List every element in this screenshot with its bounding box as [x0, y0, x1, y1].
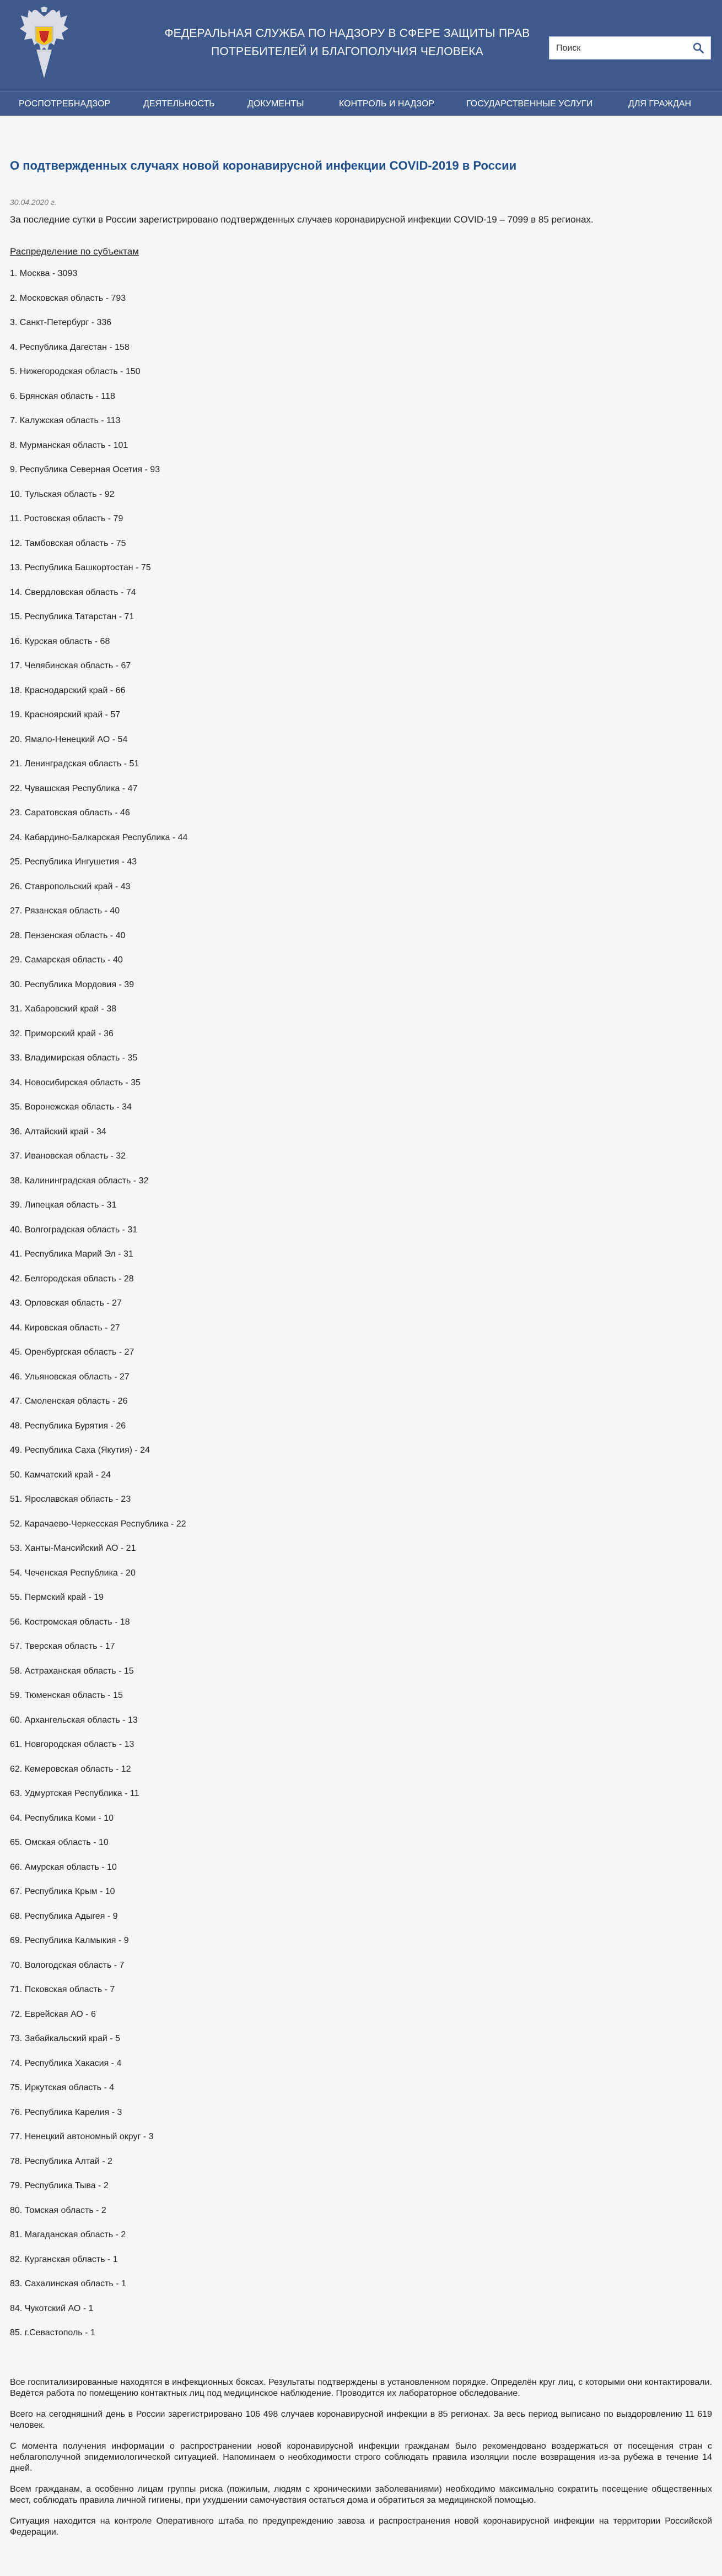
article-content	[0, 116, 722, 2538]
list-item: 70. Вологодская область - 7	[10, 1960, 125, 1970]
list-item: 1. Москва - 3093	[10, 269, 78, 278]
list-item: 35. Воронежская область - 34	[10, 1102, 132, 1112]
list-item: 60. Архангельская область - 13	[10, 1715, 138, 1725]
list-item: 6. Брянская область - 118	[10, 391, 115, 401]
list-item: 52. Карачаево-Черкесская Республика - 22	[10, 1519, 186, 1529]
list-item: 15. Республика Татарстан - 71	[10, 612, 134, 621]
search-box[interactable]	[549, 36, 711, 59]
list-item: 18. Краснодарский край - 66	[10, 685, 126, 695]
list-item: 80. Томская область - 2	[10, 2205, 106, 2215]
list-item: 4. Республика Дагестан - 158	[10, 342, 130, 352]
agency-title: ФЕДЕРАЛЬНАЯ СЛУЖБА ПО НАДЗОРУ В СФЕРЕ ЗАЩИТЫ ПРАВ ПОТРЕБИТЕЛЕЙ И БЛАГОПОЛУЧИЯ ЧЕЛОВЕКА	[164, 27, 530, 58]
list-item: 11. Ростовская область - 79	[10, 514, 123, 523]
list-item: 5. Нижегородская область - 150	[10, 367, 141, 376]
article-lead: За последние сутки в России зарегистрировано подтвержденных случаев коронавирусной инфекции COVID-19 – 7099 в 85 регионах.	[10, 214, 594, 225]
list-item: 71. Псковская область - 7	[10, 1985, 115, 1994]
nav-item-services[interactable]: ГОСУДАРСТВЕННЫЕ УСЛУГИ	[466, 99, 593, 109]
list-item: 7. Калужская область - 113	[10, 416, 121, 425]
list-item: 67. Республика Крым - 10	[10, 1887, 115, 1896]
list-item: 17. Челябинская область - 67	[10, 661, 131, 670]
nav-item-activity[interactable]: ДЕЯТЕЛЬНОСТЬ	[143, 99, 215, 109]
list-item: 65. Омская область - 10	[10, 1838, 109, 1847]
nav-item-citizens[interactable]: ДЛЯ ГРАЖДАН	[628, 99, 692, 109]
list-item: 61. Новгородская область - 13	[10, 1740, 134, 1749]
search-icon[interactable]	[693, 42, 704, 53]
list-item: 74. Республика Хакасия - 4	[10, 2058, 122, 2068]
list-item: 69. Республика Калмыкия - 9	[10, 1936, 129, 1945]
list-item: 13. Республика Башкортостан - 75	[10, 563, 151, 572]
region-list	[10, 268, 712, 2352]
list-item: 78. Республика Алтай - 2	[10, 2156, 112, 2166]
list-item: 85. г.Севастополь - 1	[10, 2328, 95, 2337]
list-item: 29. Самарская область - 40	[10, 955, 123, 965]
list-item: 38. Калининградская область - 32	[10, 1176, 149, 1186]
list-item: 30. Республика Мордовия - 39	[10, 979, 134, 989]
list-item: 57. Тверская область - 17	[10, 1642, 115, 1651]
list-item: 73. Забайкальский край - 5	[10, 2034, 120, 2043]
note-paragraph: Ситуация находится на контроле Оперативного штаба по предупреждению завоза и распространения новой коронавирусной инфекции на территории Российской Федерации.	[10, 2516, 712, 2537]
list-item: 14. Свердловская область - 74	[10, 587, 136, 597]
note-paragraph: Все госпитализированные находятся в инфекционных боксах. Результаты подтверждены в установленном порядке. Определён круг лиц, с которыми они контактировали. Ведётся работа по помещению контактных лиц под медицинское наблюдение. Проводится их лабораторное обследование.	[10, 2377, 712, 2398]
list-item: 42. Белгородская область - 28	[10, 1274, 134, 1284]
main-nav	[0, 91, 722, 116]
list-item: 72. Еврейская АО - 6	[10, 2009, 96, 2019]
list-item: 84. Чукотский АО - 1	[10, 2303, 94, 2313]
list-item: 12. Тамбовская область - 75	[10, 538, 126, 548]
nav-item-rospotrebnadzor[interactable]: РОСПОТРЕБНАДЗОР	[19, 99, 111, 109]
nav-item-documents[interactable]: ДОКУМЕНТЫ	[247, 99, 304, 109]
list-item: 34. Новосибирская область - 35	[10, 1078, 141, 1087]
list-item: 66. Амурская область - 10	[10, 1862, 117, 1872]
article-notes	[10, 2377, 712, 2538]
list-item: 82. Курганская область - 1	[10, 2254, 118, 2264]
list-item: 51. Ярославская область - 23	[10, 1495, 131, 1504]
list-item: 79. Республика Тыва - 2	[10, 2181, 109, 2190]
list-item: 43. Орловская область - 27	[10, 1298, 122, 1308]
list-item: 81. Магаданская область - 2	[10, 2230, 126, 2239]
note-paragraph: Всем гражданам, а особенно лицам группы риска (пожилым, людям с хроническими заболеваниями) необходимо максимально сократить посещение общественных мест, соблюдать правила личной гигиены, при ухудшении самочувствия остаться дома и обратиться за медицинской помощью.	[10, 2484, 712, 2505]
list-item: 16. Курская область - 68	[10, 636, 110, 646]
list-item: 40. Волгоградская область - 31	[10, 1225, 138, 1235]
list-item: 49. Республика Саха (Якутия) - 24	[10, 1446, 150, 1455]
list-item: 22. Чувашская Республика - 47	[10, 783, 138, 793]
list-item: 25. Республика Ингушетия - 43	[10, 857, 137, 867]
list-item: 56. Костромская область - 18	[10, 1617, 130, 1627]
list-item: 53. Ханты-Мансийский АО - 21	[10, 1544, 136, 1553]
list-item: 48. Республика Бурятия - 26	[10, 1421, 126, 1431]
list-item: 31. Хабаровский край - 38	[10, 1004, 117, 1014]
list-item: 64. Республика Коми - 10	[10, 1813, 114, 1823]
list-item: 59. Тюменская область - 15	[10, 1691, 123, 1700]
list-item: 44. Кировская область - 27	[10, 1323, 120, 1333]
list-item: 26. Ставропольский край - 43	[10, 881, 131, 891]
list-item: 55. Пермский край - 19	[10, 1593, 104, 1602]
list-item: 21. Ленинградская область - 51	[10, 759, 139, 769]
list-item: 19. Красноярский край - 57	[10, 710, 121, 719]
list-item: 76. Республика Карелия - 3	[10, 2107, 122, 2117]
list-item: 33. Владимирская область - 35	[10, 1053, 138, 1063]
list-item: 10. Тульская область - 92	[10, 489, 115, 499]
article-title: О подтвержденных случаях новой коронавирусной инфекции COVID-2019 в России	[10, 159, 517, 172]
list-item: 41. Республика Марий Эл - 31	[10, 1249, 133, 1259]
list-item: 83. Сахалинская область - 1	[10, 2279, 126, 2288]
list-item: 8. Мурманская область - 101	[10, 440, 128, 450]
list-item: 63. Удмуртская Республика - 11	[10, 1789, 139, 1798]
nav-item-control[interactable]: КОНТРОЛЬ И НАДЗОР	[339, 99, 435, 109]
list-item: 50. Камчатский край - 24	[10, 1470, 111, 1480]
list-item: 37. Ивановская область - 32	[10, 1151, 126, 1161]
list-item: 39. Липецкая область - 31	[10, 1200, 117, 1210]
list-item: 32. Приморский край - 36	[10, 1029, 114, 1038]
list-item: 45. Оренбургская область - 27	[10, 1347, 134, 1357]
list-item: 47. Смоленская область - 26	[10, 1397, 128, 1406]
list-item: 54. Чеченская Республика - 20	[10, 1568, 136, 1578]
note-paragraph: С момента получения информации о распространении новой коронавирусной инфекции гражданам было рекомендовано воздержаться от посещения стран с неблагополучной эпидемиологической ситуацией. Напоминаем о необходимости строго соблюдать правила изоляции после возвращения из-за рубежа в течение 14 дней.	[10, 2441, 712, 2473]
list-item: 77. Ненецкий автономный округ - 3	[10, 2132, 154, 2141]
list-item: 28. Пензенская область - 40	[10, 930, 126, 940]
list-item: 62. Кемеровская область - 12	[10, 1764, 131, 1774]
list-item: 20. Ямало-Ненецкий АО - 54	[10, 734, 128, 744]
list-item: 68. Республика Адыгея - 9	[10, 1911, 118, 1921]
list-item: 3. Санкт-Петербург - 336	[10, 318, 112, 327]
note-paragraph: Всего на сегодняшний день в России зарегистрировано 106 498 случаев коронавирусной инфекции в 85 регионах. За весь период выписано по выздоровлению 11 619 человек.	[10, 2409, 712, 2430]
list-item: 27. Рязанская область - 40	[10, 906, 120, 916]
site-header	[0, 0, 722, 116]
list-item: 36. Алтайский край - 34	[10, 1127, 106, 1137]
list-item: 75. Иркутская область - 4	[10, 2083, 115, 2092]
list-item: 9. Республика Северная Осетия - 93	[10, 465, 160, 474]
coat-of-arms-logo[interactable]	[19, 7, 69, 89]
list-item: 24. Кабардино-Балкарская Республика - 44	[10, 832, 188, 842]
list-item: 23. Саратовская область - 46	[10, 808, 130, 818]
list-item: 2. Московская область - 793	[10, 293, 126, 303]
regions-subheading: Распределение по субъектам	[10, 246, 139, 257]
article-date: 30.04.2020 г.	[10, 198, 57, 207]
search-input[interactable]	[555, 41, 684, 56]
list-item: 58. Астраханская область - 15	[10, 1666, 134, 1676]
list-item: 46. Ульяновская область - 27	[10, 1372, 130, 1382]
